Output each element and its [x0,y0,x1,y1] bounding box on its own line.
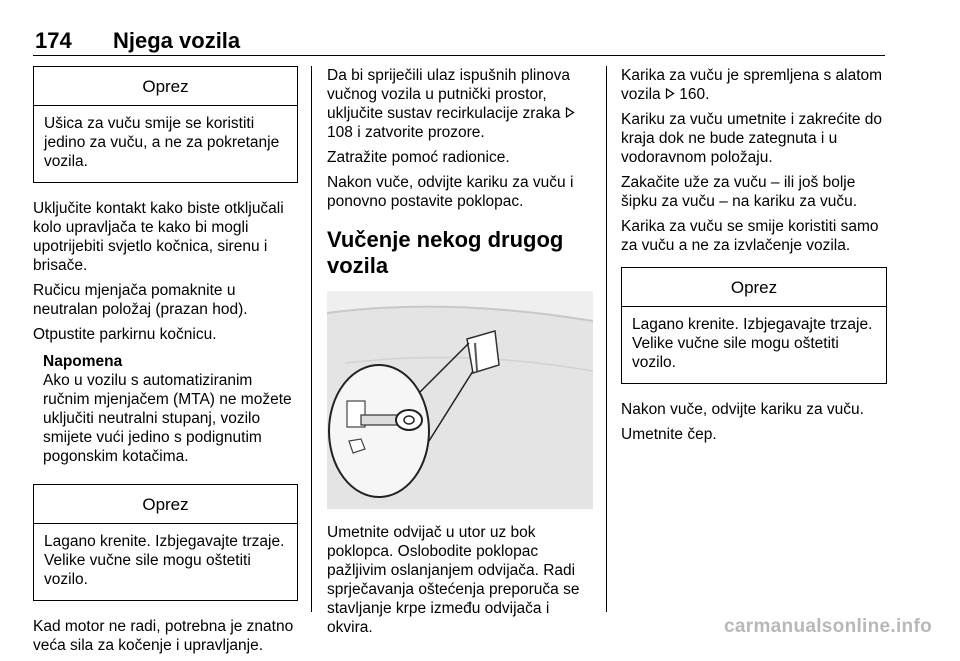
paragraph: Karika za vuču se smije koristiti samo za vuču a ne za izvlačenje vozila. [621,218,879,254]
caution-title: Oprez [34,485,297,524]
page-number: 174 [35,28,72,53]
note-block [43,352,298,466]
page-ref-number[interactable]: 160. [679,86,710,103]
page-ref-arrow-icon [665,85,675,104]
paragraph-text: Da bi spriječili ulaz ispušnih plinova vučnog vozila u putnički prostor, uključite sustav recirkulacije zraka [327,67,570,122]
paragraph: Zakačite uže za vuču – ili još bolje šipku za vuču – na kariku za vuču. [621,174,858,210]
column-left [33,66,298,661]
chapter-title: Njega vozila [113,28,241,53]
paragraph [621,66,887,104]
paragraph: Zatražite pomoć radionice. [327,149,510,166]
page-ref-arrow-icon [565,104,575,123]
paragraph: Ručicu mjenjača pomaknite u neutralan položaj (prazan hod). [33,282,248,318]
page-header [33,22,885,56]
paragraph [327,66,595,142]
column-right [621,66,887,450]
paragraph-text: Karika za vuču je spremljena s alatom vozila [621,67,883,103]
section-heading: Vučenje nekog drugog vozila [327,227,564,278]
paragraph: Uključite kontakt kako biste otključali kolo upravljača te kako bi mogli upotrijebiti svjetlo kočnica, sirenu i brisače. [33,200,284,274]
paragraph: Nakon vuče, odvijte kariku za vuču. [621,401,864,418]
caution-text: Ušica za vuču smije se koristiti jedino za vuču, a ne za pokretanje vozila. [44,115,280,170]
column-middle [327,66,595,643]
note-text: Ako u vozilu s automatiziranim ručnim mjenjačem (MTA) ne možete uključiti neutralni stupanj, vozilo smijete vući jedino s podignutim pogonskim kotačima. [43,372,292,465]
note-title: Napomena [43,353,123,370]
caution-title: Oprez [622,268,886,307]
caution-title: Oprez [34,67,297,106]
caution-box [621,267,887,384]
paragraph: Otpustite parkirnu kočnicu. [33,326,217,343]
paragraph-text: i zatvorite prozore. [357,124,485,141]
caution-box [33,484,298,601]
towing-eye-cover-illustration [327,291,593,509]
caution-box [33,66,298,183]
paragraph: Kariku za vuču umetnite i zakrećite do kraja dok ne bude zategnuta i u vodoravnom položaju. [621,111,883,166]
watermark: carmanualsonline.info [724,616,932,637]
column-divider [311,66,312,612]
paragraph: Umetnite odvijač u utor uz bok poklopca. Oslobodite poklopac pažljivim oslanjanjem odvijača. Radi sprječavanja oštećenja preporuča se stavljanje krpe između odvijača i okvira. [327,524,580,636]
paragraph: Kad motor ne radi, potrebna je znatno veća sila za kočenje i upravljanje. [33,618,294,654]
paragraph: Nakon vuče, odvijte kariku za vuču i ponovno postavite poklopac. [327,174,574,210]
paragraph: Umetnite čep. [621,426,717,443]
column-divider [606,66,607,612]
page-ref-number[interactable]: 108 [327,124,353,141]
caution-text: Lagano krenite. Izbjegavajte trzaje. Velike vučne sile mogu oštetiti vozilo. [44,533,285,588]
caution-text: Lagano krenite. Izbjegavajte trzaje. Velike vučne sile mogu oštetiti vozilo. [632,316,873,371]
